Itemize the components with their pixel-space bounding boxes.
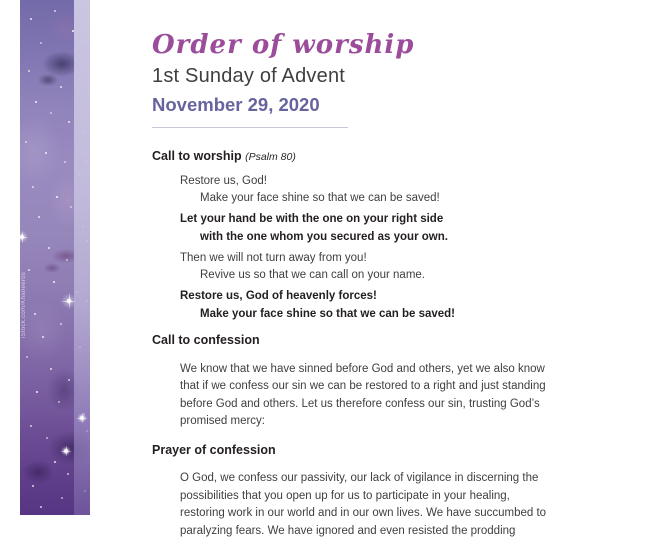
liturgy-line: Revive us so that we can call on your name. <box>180 267 562 285</box>
star-sparkle-icon <box>20 230 29 244</box>
service-date: November 29, 2020 <box>152 94 562 115</box>
image-credit: iStock.com/Khaneeros <box>21 248 27 338</box>
divider-rule <box>152 127 348 128</box>
liturgy-line: Let your hand be with the one on your right side <box>180 211 562 229</box>
star-sparkle-icon <box>60 445 72 457</box>
section-heading <box>152 150 562 165</box>
liturgy-line: Restore us, God! <box>180 173 562 191</box>
liturgy-lines <box>152 173 562 324</box>
star-sparkle-icon <box>76 412 88 424</box>
liturgy-line: Restore us, God of heavenly forces! <box>180 288 562 306</box>
section-heading: Prayer of confession <box>152 444 562 458</box>
section-paragraph: We know that we have sinned before God and others, yet we also know that if we confess our sin we can be restored to a right and just standing before God and others. Let us therefore confess our sin, trusting God’s promised mercy: <box>180 361 554 431</box>
page-title: Order of worship <box>152 30 562 60</box>
section-call-to-worship <box>152 150 562 323</box>
section-prayer-of-confession <box>152 444 562 540</box>
liturgy-line: Make your face shine so that we can be saved! <box>180 306 562 324</box>
scripture-reference: (Psalm 80) <box>245 151 296 163</box>
stars-decoration <box>20 0 22 2</box>
section-paragraph: O God, we confess our passivity, our lack of vigilance in discerning the possibilities that you open up for us to participate in your healing, restoring work in our world and in our own lives. We have succumbed to paralyzing fears. We have ignored and even resisted the prodding <box>180 470 554 540</box>
liturgy-line: Make your face shine so that we can be saved! <box>180 190 562 208</box>
galaxy-artwork <box>20 0 90 515</box>
section-heading: Call to confession <box>152 334 562 348</box>
sunday-subtitle: 1st Sunday of Advent <box>152 65 562 87</box>
liturgy-line: Then we will not turn away from you! <box>180 250 562 268</box>
liturgy-line: with the one whom you secured as your own. <box>180 229 562 247</box>
section-call-to-confession <box>152 334 562 431</box>
bulletin-content <box>152 0 562 540</box>
artwork-edge-band <box>74 0 90 515</box>
section-heading-text: Call to worship <box>152 149 242 163</box>
